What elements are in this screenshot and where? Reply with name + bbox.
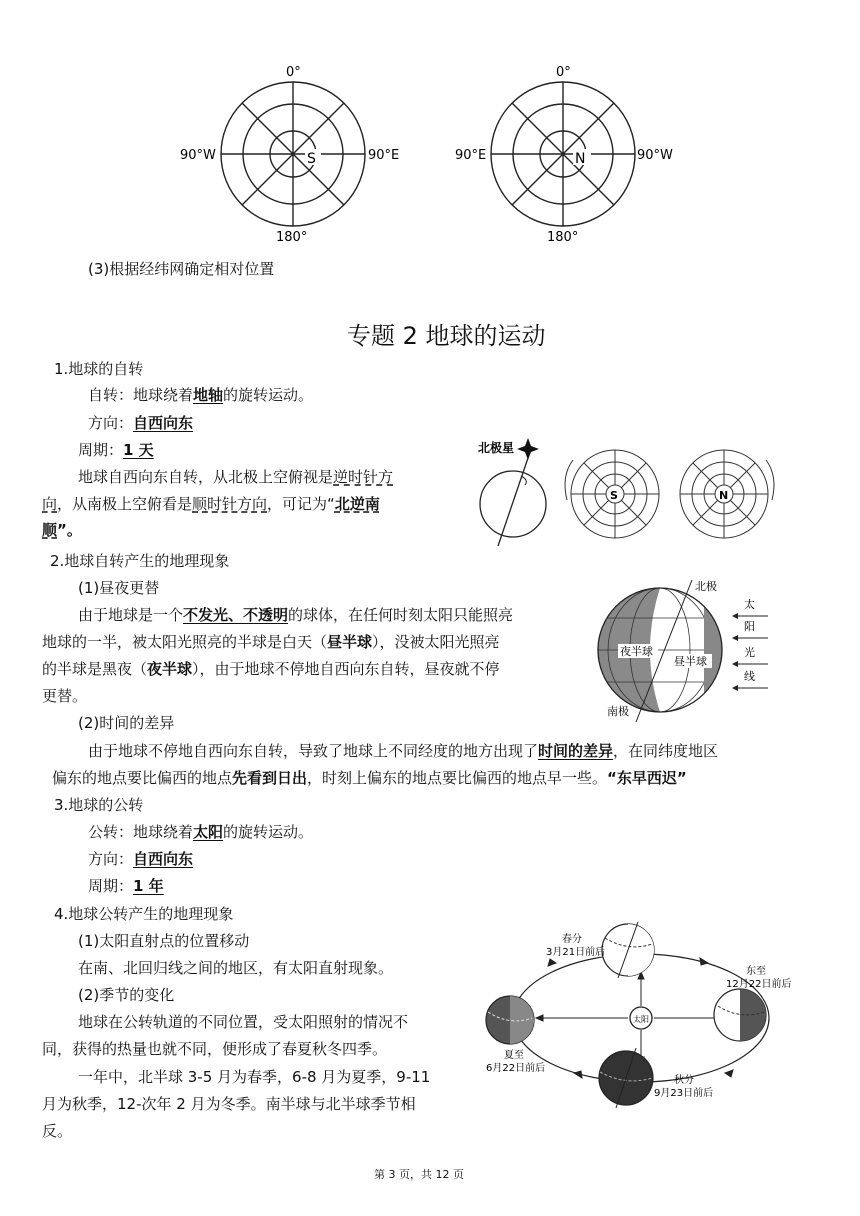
rotation-para-line2: 向，从南极上空俯看是顺时针方向，可记为“北逆南 [42, 495, 380, 513]
rotation-period: 周期：1 天 [78, 441, 154, 459]
daynight-figure [592, 578, 782, 724]
seasons-line4: 月为秋季，12-次年 2 月为冬季。南半球与北半球季节相 [42, 1095, 416, 1113]
sun-label: 太阳 [633, 1015, 649, 1024]
north-pole-label: N [719, 489, 729, 502]
seasons-line5: 反。 [42, 1122, 73, 1140]
daynight-line3: 的半球是黑夜（夜半球），由于地球不停地自西向东自转，昼夜就不停 [42, 660, 500, 678]
rotation-direction: 方向：自西向东 [88, 414, 194, 432]
heading-rotation: 1.地球的自转 [54, 360, 144, 378]
polar-diagram-south [180, 60, 410, 245]
night-label: 夜半球 [620, 645, 653, 658]
polar-diagram-north [455, 60, 685, 245]
label-90e: 90°E [455, 148, 487, 163]
timediff-line2: 偏东的地点要比偏西的地点先看到日出，时刻上偏东的地点要比偏西的地点早一些。“东早西迟” [52, 769, 687, 787]
sun-label-2: 阳 [744, 620, 755, 633]
center-label-n: N [575, 151, 586, 167]
sub-seasons: (2)季节的变化 [78, 986, 175, 1004]
sub-time-difference: (2)时间的差异 [78, 714, 175, 732]
direct-point-line: 在南、北回归线之间的地区，有太阳直射现象。 [78, 959, 394, 977]
sub-day-night: (1)昼夜更替 [78, 579, 160, 597]
section-title: 专题 2 地球的运动 [347, 322, 546, 350]
seasons-line2: 同，获得的热量也就不同，便形成了春夏秋冬四季。 [42, 1040, 388, 1058]
winter-label: 东至 [746, 966, 766, 977]
daynight-line1: 由于地球是一个不发光、不透明的球体，在任何时刻太阳只能照亮 [78, 606, 514, 624]
center-label-s: S [307, 151, 316, 167]
seasons-line3: 一年中，北半球 3-5 月为春季，6-8 月为夏季，9-11 [78, 1068, 431, 1086]
revolution-period: 周期：1 年 [88, 877, 164, 895]
spring-date: 3月21日前后 [546, 947, 606, 958]
light-label: 光 [744, 646, 755, 659]
sub-direct-point: (1)太阳直射点的位置移动 [78, 932, 250, 950]
label-180: 180° [276, 230, 308, 245]
label-0: 0° [556, 65, 571, 80]
day-label: 昼半球 [674, 655, 707, 668]
page-footer: 第 3 页，共 12 页 [374, 1168, 464, 1181]
heading-revolution-effects: 4.地球公转产生的地理现象 [54, 905, 234, 923]
rotation-para-line1: 地球自西向东自转，从北极上空俯视是逆时针方 [78, 468, 394, 486]
star-icon [517, 438, 539, 460]
orbit-figure [478, 918, 800, 1110]
heading-rotation-effects: 2.地球自转产生的地理现象 [50, 552, 230, 570]
seasons-line1: 地球在公转轨道的不同位置，受太阳照射的情况不 [78, 1013, 409, 1031]
label-90w: 90°W [180, 148, 216, 163]
daynight-line4: 更替。 [42, 687, 88, 705]
north-pole-label: 北极 [695, 580, 717, 593]
winter-date: 12月22日前后 [726, 979, 792, 990]
autumn-label: 秋分 [674, 1075, 694, 1086]
rotation-para-line3: 顺”。 [42, 521, 82, 539]
revolution-definition: 公转：地球绕着太阳的旋转运动。 [88, 823, 314, 841]
revolution-direction: 方向：自西向东 [88, 850, 194, 868]
rotation-definition: 自转：地球绕着地轴的旋转运动。 [88, 386, 314, 404]
heading-revolution: 3.地球的公转 [54, 796, 144, 814]
timediff-line1: 由于地球不停地自西向东自转，导致了地球上不同经度的地方出现了时间的差异，在同纬度地区 [88, 742, 719, 760]
item-relative-position: (3)根据经纬网确定相对位置 [88, 260, 275, 278]
light-label-2: 线 [744, 670, 755, 683]
summer-label: 夏至 [504, 1050, 524, 1061]
summer-date: 6月22日前后 [486, 1063, 546, 1074]
south-pole-label: 南极 [607, 705, 629, 718]
label-90e: 90°E [368, 148, 400, 163]
sun-label: 太 [744, 598, 755, 611]
label-180: 180° [547, 230, 579, 245]
label-0: 0° [286, 65, 301, 80]
south-pole-label: S [610, 489, 618, 502]
spring-label: 春分 [562, 934, 582, 945]
daynight-line2: 地球的一半，被太阳光照亮的半球是白天（昼半球），没被太阳光照亮 [42, 633, 500, 651]
autumn-date: 9月23日前后 [654, 1088, 714, 1099]
polaris-label: 北极星 [478, 441, 515, 455]
label-90w: 90°W [637, 148, 673, 163]
rotation-figure [470, 432, 780, 550]
